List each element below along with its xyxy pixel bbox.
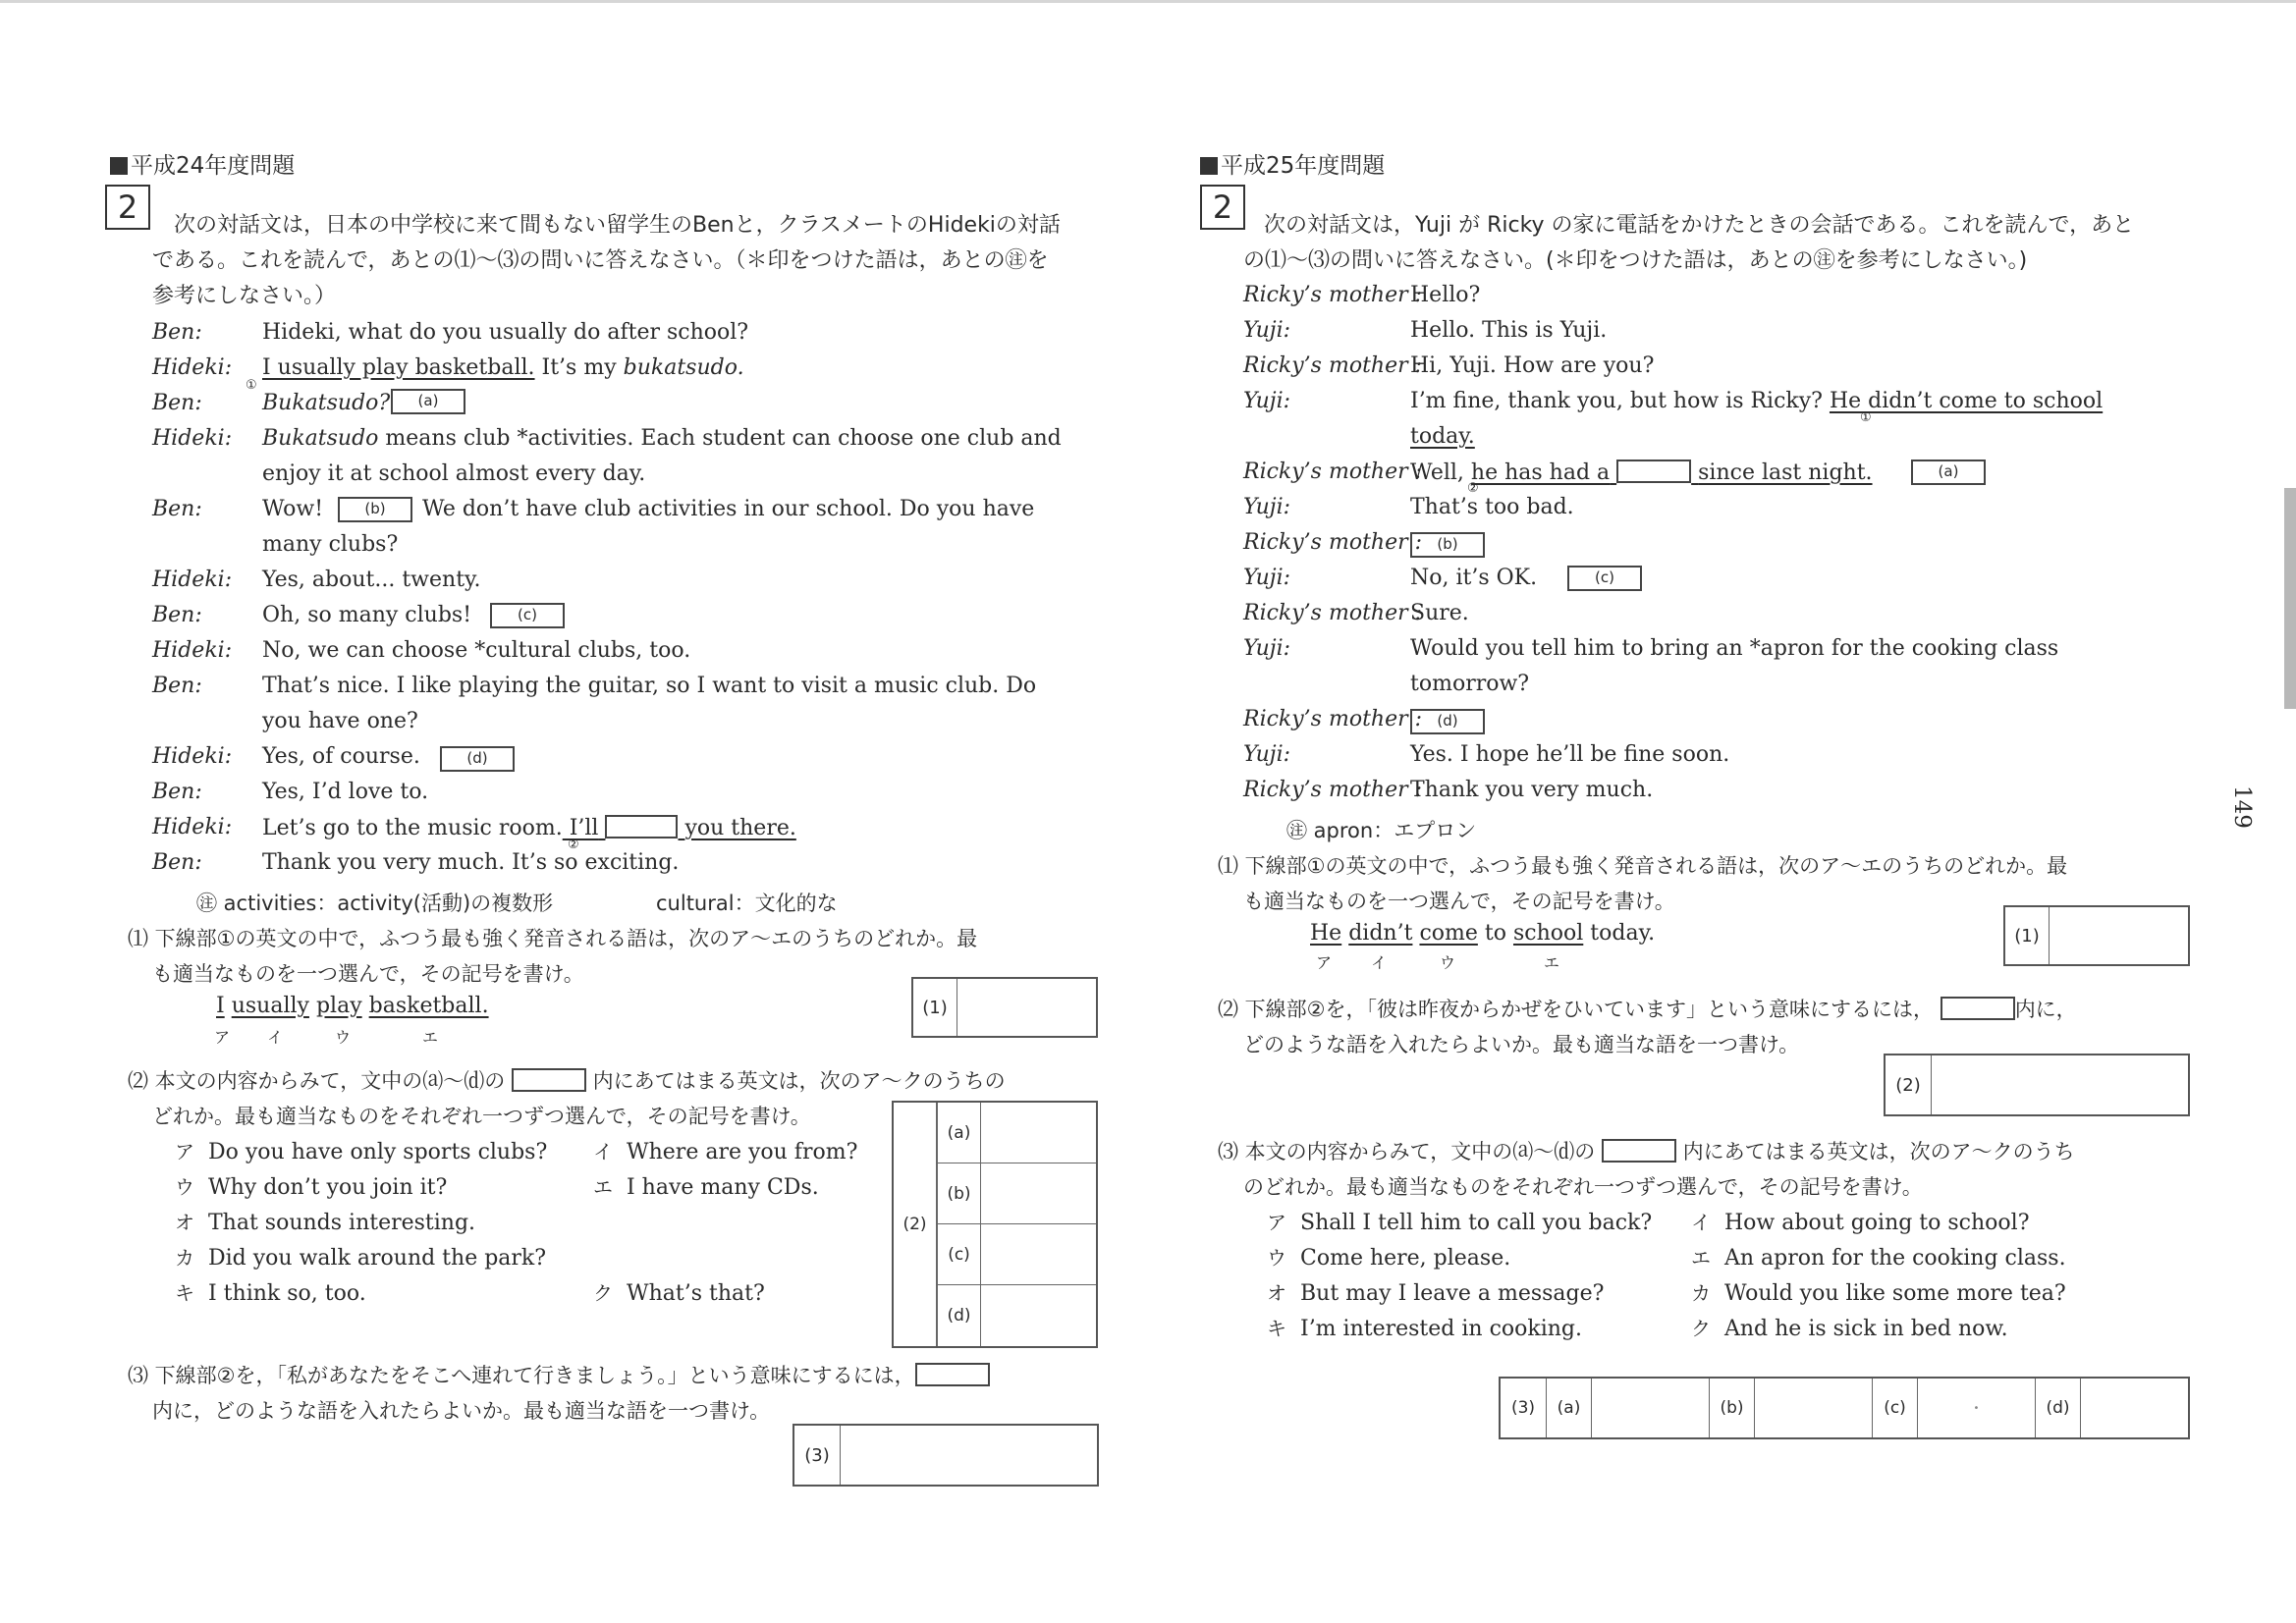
- choice-mark: イ: [267, 1028, 284, 1047]
- dialog-line: I usually play basketball. It’s my bukatsudo.: [262, 355, 744, 380]
- option: ク What’s that?: [593, 1281, 765, 1306]
- speaker-label: Hideki:: [152, 355, 233, 380]
- answer-cell-label: (a): [1546, 1379, 1591, 1437]
- speaker-label: Hideki:: [152, 815, 233, 839]
- blank-c: (c): [1567, 566, 1642, 591]
- dialog-line: Thank you very much.: [1410, 778, 1654, 802]
- page-number: 149: [2229, 785, 2255, 829]
- choice-mark: ウ: [335, 1028, 352, 1047]
- answer-cell-a[interactable]: [1591, 1379, 1709, 1437]
- answer-cell-c[interactable]: [1917, 1379, 2035, 1437]
- answer-grid-label: (3): [1510, 1398, 1536, 1418]
- dialog-line: Wow!: [262, 497, 324, 521]
- question-2: ⑵ 下線部②を，「彼は昨夜からかぜをひいています」という意味にするには， 内に，: [1218, 998, 2077, 1021]
- intro-line: 参考にしなさい。）: [152, 284, 337, 308]
- question-3: 内に，どのような語を入れたらよいか。最も適当な語を一つ書け。: [152, 1399, 771, 1423]
- answer-cell-label: (a): [937, 1103, 980, 1163]
- dialog-line: Sure.: [1410, 601, 1469, 625]
- blank-d: (d): [1410, 709, 1485, 734]
- speaker-label: Yuji:: [1243, 318, 1291, 343]
- dialog-line: Yes, I’d love to.: [262, 780, 429, 804]
- option: キ I think so, too.: [175, 1281, 366, 1306]
- underlined-sentence-1: I usually play basketball.: [262, 355, 535, 380]
- option: カ Would you like some more tea?: [1691, 1281, 2066, 1306]
- dialog-line: No, we can choose *cultural clubs, too.: [262, 638, 691, 663]
- blank-sample: [1602, 1139, 1676, 1163]
- blank-sample: [915, 1363, 990, 1386]
- dialog-line: Hideki, what do you usually do after school?: [262, 320, 749, 345]
- dialog-line: Well, he has had a since last night.: [1410, 460, 1873, 485]
- answer-cell-label: (c): [1872, 1379, 1917, 1437]
- dialog-line: tomorrow?: [1410, 672, 1530, 696]
- dialog-line: Bukatsudo means club *activities. Each student can choose one club and: [262, 426, 1062, 451]
- answer-cell-b[interactable]: [1754, 1379, 1872, 1437]
- note-activities: ㊟ activities：activity(活動)の複数形: [196, 892, 554, 915]
- speaker-label: Ricky’s mother :: [1243, 707, 1423, 731]
- speaker-label: Ben:: [152, 850, 202, 875]
- option: イ How about going to school?: [1691, 1211, 2030, 1235]
- blank-q2: [1616, 460, 1691, 483]
- question-1: ⑴ 下線部①の英文の中で，ふつう最も強く発音される語は，次のア～エのうちのどれか。最: [128, 927, 978, 950]
- note-cultural: cultural：文化的な: [656, 892, 838, 915]
- answer-cell-label: (b): [1709, 1379, 1754, 1437]
- speaker-label: Hideki:: [152, 744, 233, 769]
- dialog-line: Hello?: [1410, 283, 1481, 307]
- speaker-label: Yuji:: [1243, 389, 1291, 413]
- section-heading: 平成25年度問題: [1200, 147, 1385, 180]
- choice-mark: ア: [214, 1028, 231, 1047]
- option: オ That sounds interesting.: [175, 1211, 476, 1235]
- intro-line: の⑴～⑶の問いに答えなさい。(＊印をつけた語は，あとの㊟を参考にしなさい。): [1243, 248, 2028, 273]
- option: ウ Come here, please.: [1267, 1246, 1511, 1271]
- speaker-label: Ricky’s mother :: [1243, 460, 1423, 484]
- option: ア Do you have only sports clubs?: [175, 1140, 548, 1164]
- underline-marker-1: ①: [246, 378, 257, 393]
- answer-grid-2: [892, 1101, 1098, 1348]
- speaker-label: Ricky’s mother :: [1243, 283, 1423, 307]
- speaker-label: Yuji:: [1243, 742, 1291, 767]
- choice-mark: ウ: [1440, 953, 1456, 972]
- dialog-line: Yes, about... twenty.: [262, 568, 481, 592]
- dialog-line: Hello. This is Yuji.: [1410, 318, 1608, 343]
- question-3: のどれか。最も適当なものをそれぞれ一つずつ選んで，その記号を書け。: [1243, 1175, 1923, 1199]
- dialog-line: today.: [1410, 424, 1475, 449]
- speaker-label: Ricky’s mother :: [1243, 353, 1423, 378]
- option: オ But may I leave a message?: [1267, 1281, 1605, 1306]
- edge-tab: [2284, 488, 2296, 709]
- top-border: [0, 0, 2296, 3]
- speaker-label: Ben:: [152, 780, 202, 804]
- answer-cell-b[interactable]: [980, 1163, 1096, 1224]
- underlined-sentence-2: he has had a since last night.: [1470, 460, 1873, 485]
- question-number: 2: [1200, 185, 1245, 230]
- question-1: も適当なものを一つ選んで，その記号を書け。: [152, 962, 584, 986]
- blank-sample: [1941, 997, 2015, 1020]
- underline-marker-2: ②: [568, 838, 579, 852]
- intro-line: 次の対話文は，Yuji が Ricky の家に電話をかけたときの会話である。これを読んで，あと: [1264, 213, 2135, 238]
- dialog-line: Thank you very much. It’s so exciting.: [262, 850, 680, 875]
- option: エ An apron for the cooking class.: [1691, 1246, 2066, 1271]
- underline-marker-2: ②: [1467, 481, 1479, 496]
- dialog-line: That’s too bad.: [1410, 495, 1574, 519]
- option: ア Shall I tell him to call you back?: [1267, 1211, 1653, 1235]
- section-heading: 平成24年度問題: [110, 147, 295, 180]
- speaker-label: Ben:: [152, 674, 202, 698]
- answer-cell-d[interactable]: [980, 1285, 1096, 1346]
- speaker-label: Hideki:: [152, 568, 233, 592]
- note-apron: ㊟ apron：エプロン: [1286, 819, 1477, 842]
- dialog-line: Yes. I hope he’ll be fine soon.: [1410, 742, 1730, 767]
- answer-box-2[interactable]: (2): [1884, 1054, 2190, 1116]
- speaker-label: Ben:: [152, 603, 202, 627]
- question-1: ⑴ 下線部①の英文の中で，ふつう最も強く発音される語は，次のア～エのうちのどれか。最: [1218, 854, 2068, 878]
- square-bullet-icon: [110, 157, 128, 175]
- blank-d: (d): [440, 746, 515, 772]
- dialog-line: No, it’s OK.: [1410, 566, 1538, 590]
- answer-cell-a[interactable]: [980, 1103, 1096, 1163]
- dialog-line: Bukatsudo?: [262, 391, 391, 415]
- intro-line: である。これを読んで，あとの⑴～⑶の問いに答えなさい。（＊印をつけた語は，あとの㊟を: [152, 248, 1049, 273]
- dialog-line: Yes, of course.: [262, 744, 420, 769]
- question-2: どのような語を入れたらよいか。最も適当な語を一つ書け。: [1243, 1033, 1800, 1056]
- blank-sample: [512, 1068, 586, 1092]
- answer-box-1[interactable]: (1): [911, 977, 1098, 1038]
- answer-cell-label: (b): [937, 1163, 980, 1224]
- speaker-label: Yuji:: [1243, 495, 1291, 519]
- speaker-label: Ricky’s mother :: [1243, 778, 1423, 802]
- dialog-line: many clubs?: [262, 532, 399, 557]
- blank-b: (b): [1410, 532, 1485, 558]
- question-2: ⑵ 本文の内容からみて，文中の⒜～⒟の 内にあてはまる英文は，次のア～クのうちの: [128, 1069, 1006, 1093]
- choice-mark: ア: [1316, 953, 1333, 972]
- speaker-label: Ricky’s mother :: [1243, 601, 1423, 625]
- answer-box-3[interactable]: (3): [793, 1424, 1099, 1487]
- answer-grid-label: (2): [894, 1103, 937, 1346]
- q1-sentence: I usually play basketball.: [216, 994, 489, 1018]
- dot-mark: •: [1973, 1402, 1980, 1414]
- question-3: ⑶ 下線部②を，「私があなたをそこへ連れて行きましょう。」という意味にするには，: [128, 1360, 990, 1389]
- question-1: も適当なものを一つ選んで，その記号を書け。: [1243, 890, 1675, 913]
- speaker-label: Ben:: [152, 320, 202, 345]
- intro-line: 次の対話文は，日本の中学校に来て間もない留学生のBenと，クラスメートのHidekiの対話: [174, 213, 1061, 238]
- dialog-line: Hi, Yuji. How are you?: [1410, 353, 1655, 378]
- option: カ Did you walk around the park?: [175, 1246, 547, 1271]
- underlined-sentence-2: I’ll you there.: [562, 816, 796, 840]
- option: キ I’m interested in cooking.: [1267, 1317, 1582, 1341]
- q1-sentence: He didn’t come to school today.: [1310, 921, 1656, 946]
- option: ク And he is sick in bed now.: [1691, 1317, 2008, 1341]
- choice-mark: エ: [422, 1028, 439, 1047]
- speaker-label: Yuji:: [1243, 566, 1291, 590]
- dialog-line: I’m fine, thank you, but how is Ricky? He didn’t come to school: [1410, 389, 2104, 413]
- dialog-line: Oh, so many clubs!: [262, 603, 472, 627]
- answer-box-1[interactable]: (1): [2003, 905, 2190, 966]
- question-number: 2: [105, 185, 150, 230]
- choice-mark: イ: [1371, 953, 1388, 972]
- blank-a: (a): [1911, 460, 1986, 485]
- speaker-label: Ben:: [152, 391, 202, 415]
- answer-grid-3: [1499, 1377, 2190, 1439]
- underline-marker-1: ①: [1860, 410, 1872, 425]
- underlined-sentence-1: He didn’t come to school: [1829, 389, 2104, 413]
- blank-a: (a): [391, 389, 465, 414]
- blank-q3: [605, 815, 678, 839]
- answer-cell-c[interactable]: [980, 1224, 1096, 1285]
- speaker-label: Ricky’s mother :: [1243, 530, 1423, 555]
- answer-cell-label: (d): [937, 1285, 980, 1346]
- answer-cell-label: (d): [2035, 1379, 2080, 1437]
- dialog-line: We don’t have club activities in our school. Do you have: [422, 497, 1035, 521]
- square-bullet-icon: [1200, 157, 1218, 175]
- option: イ Where are you from?: [593, 1140, 858, 1164]
- question-2: どれか。最も適当なものをそれぞれ一つずつ選んで，その記号を書け。: [152, 1105, 811, 1128]
- blank-c: (c): [490, 603, 565, 628]
- option: エ I have many CDs.: [593, 1175, 819, 1200]
- question-3: ⑶ 本文の内容からみて，文中の⒜～⒟の 内にあてはまる英文は，次のア～クのうち: [1218, 1140, 2075, 1163]
- dialog-line: That’s nice. I like playing the guitar, so I want to visit a music club. Do: [262, 674, 1037, 698]
- dialog-line: you have one?: [262, 709, 418, 733]
- speaker-label: Hideki:: [152, 426, 233, 451]
- answer-cell-label: (c): [937, 1224, 980, 1285]
- blank-b: (b): [338, 497, 412, 522]
- dialog-line: enjoy it at school almost every day.: [262, 461, 646, 486]
- speaker-label: Ben:: [152, 497, 202, 521]
- answer-cell-d[interactable]: [2080, 1379, 2188, 1437]
- option: ウ Why don’t you join it?: [175, 1175, 448, 1200]
- dialog-line: Let’s go to the music room. I’ll you there.: [262, 816, 796, 840]
- dialog-line: Would you tell him to bring an *apron for the cooking class: [1410, 636, 2059, 661]
- choice-mark: エ: [1544, 953, 1560, 972]
- speaker-label: Yuji:: [1243, 636, 1291, 661]
- speaker-label: Hideki:: [152, 638, 233, 663]
